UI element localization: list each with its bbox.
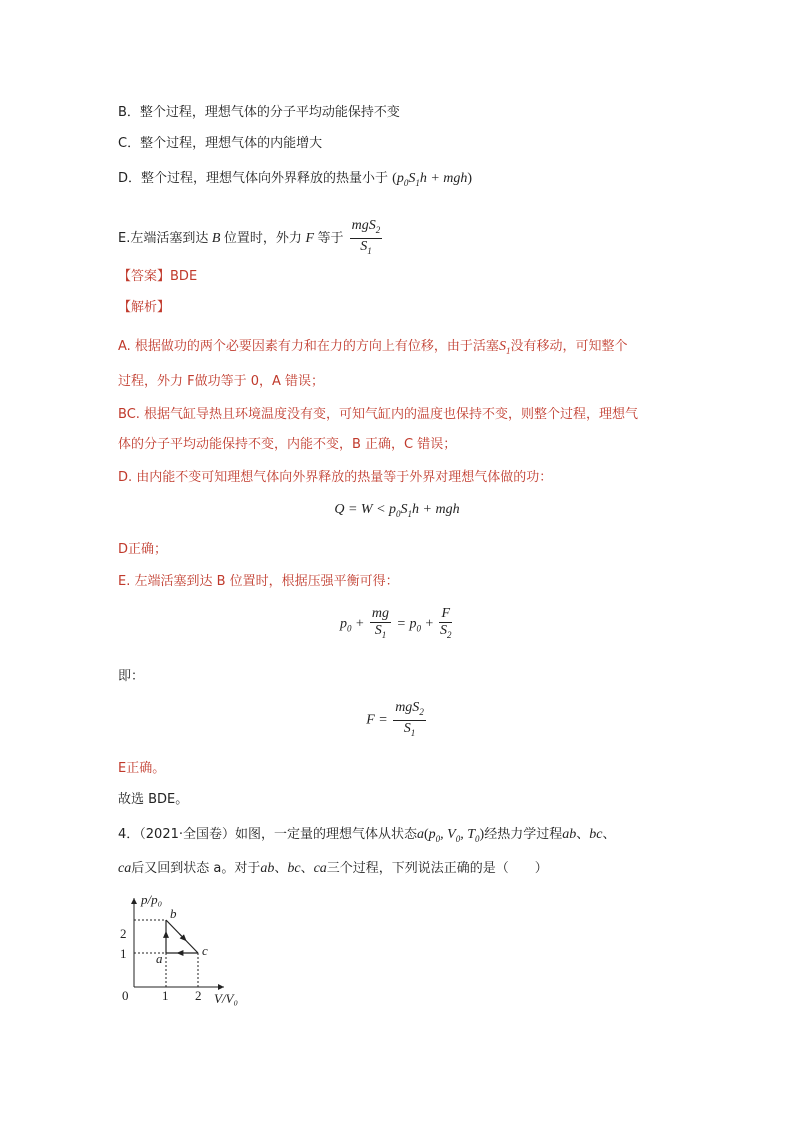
question4-line1 — [118, 826, 615, 848]
conclusion: 故选 BDE。 — [118, 792, 189, 807]
question4-text-c: 后又回到状态 a。对于 — [131, 861, 261, 876]
x-axis-label: V/V₀ — [214, 991, 239, 1006]
answer-value: BDE — [170, 269, 198, 284]
equation-pressure-balance: $p_0$ + $\frac{mg}{S_1}$ = $p_0$ + $\frac{F}{S_2}$ — [339, 606, 452, 640]
question4-bc-1: bc — [589, 827, 603, 842]
question4-sep-4: 、 — [300, 861, 314, 876]
option-e-text-mid: 位置时，外力 — [223, 230, 302, 246]
option-e-f: F — [301, 230, 318, 246]
x-tick-1: 1 — [162, 988, 169, 1003]
y-axis-label: p/p₀ — [141, 892, 163, 907]
point-label-b: b — [170, 906, 177, 921]
x-tick-2: 2 — [195, 988, 202, 1003]
question4-sep-1: 、 — [576, 827, 590, 842]
question4-ca-1: ca — [118, 861, 132, 876]
option-e-text-end: 等于 — [317, 230, 344, 246]
option-e-fraction: $\frac{mgS_2}{S_1}$ — [351, 218, 381, 256]
y-tick-2: 2 — [120, 926, 127, 941]
point-label-a: a — [156, 951, 163, 966]
option-d — [118, 170, 472, 192]
question4-line2 — [118, 860, 548, 878]
analysis-d-line1: D. 由内能不变可知理想气体向外界释放的热量等于外界对理想气体做的功： — [118, 470, 553, 485]
question4-state-a: $a(p_0$, $V_0$, $T_0$) — [417, 827, 485, 844]
option-d-formula: $(p_0S_1h + mgh)$ — [392, 171, 473, 188]
analysis-a-line2: 过程，外力 F做功等于 0，A 错误； — [118, 374, 325, 389]
y-tick-1: 1 — [120, 946, 127, 961]
option-d-text: D．整个过程，理想气体向外界释放的热量小于 — [118, 171, 389, 186]
pv-diagram — [116, 892, 276, 1010]
question4-text-a: 4．（2021·全国卷）如图，一定量的理想气体从状态 — [118, 827, 417, 842]
analysis-a-text: A. 根据做功的两个必要因素有力和在力的方向上有位移，由于活塞 — [118, 339, 499, 354]
point-label-c: c — [202, 943, 208, 958]
analysis-a-text-end: 没有移动，可知整个 — [510, 339, 628, 354]
option-e-text: E.左端活塞到达 — [118, 230, 209, 246]
option-e — [118, 218, 384, 259]
answer — [118, 268, 197, 286]
question4-sep-2: 、 — [602, 827, 616, 842]
analysis-e-line2: 即： — [118, 669, 145, 684]
analysis-bc-line1: BC. 根据气缸导热且环境温度没有变，可知气缸内的温度也保持不变，则整个过程，理想气 — [118, 407, 639, 422]
question4-sep-3: 、 — [274, 861, 288, 876]
equation-q-w: $Q = W < p_0S_1h$ + mgh — [334, 502, 460, 519]
question4-ca-2: ca — [313, 861, 327, 876]
option-b: B．整个过程，理想气体的分子平均动能保持不变 — [118, 105, 400, 120]
analysis-e-line3: E正确。 — [118, 761, 166, 776]
analysis-label: 【解析】 — [118, 300, 171, 315]
question4-ab-2: ab — [260, 861, 275, 876]
question4-bc-2: bc — [287, 861, 301, 876]
arrow-bc — [179, 934, 184, 939]
origin-label: 0 — [122, 988, 129, 1003]
question4-text-d: 三个过程，下列说法正确的是（ ） — [326, 861, 548, 876]
analysis-e-line1: E. 左端活塞到达 B 位置时，根据压强平衡可得： — [118, 574, 399, 589]
analysis-a-line1 — [118, 338, 627, 360]
answer-label: 【答案】 — [118, 269, 171, 284]
question4-ab-1: ab — [562, 827, 577, 842]
analysis-bc-line2: 体的分子平均动能保持不变，内能不变，B 正确，C 错误； — [118, 437, 457, 452]
option-c: C．整个过程，理想气体的内能增大 — [118, 136, 323, 151]
option-e-b: B — [208, 230, 224, 246]
question4-text-b: 经热力学过程 — [484, 827, 563, 842]
analysis-a-s1: $S_1$ — [498, 339, 511, 356]
equation-force: F = $\frac{mgS_2}{S_1}$ — [366, 700, 424, 738]
analysis-d-line2: D正确； — [118, 542, 168, 557]
